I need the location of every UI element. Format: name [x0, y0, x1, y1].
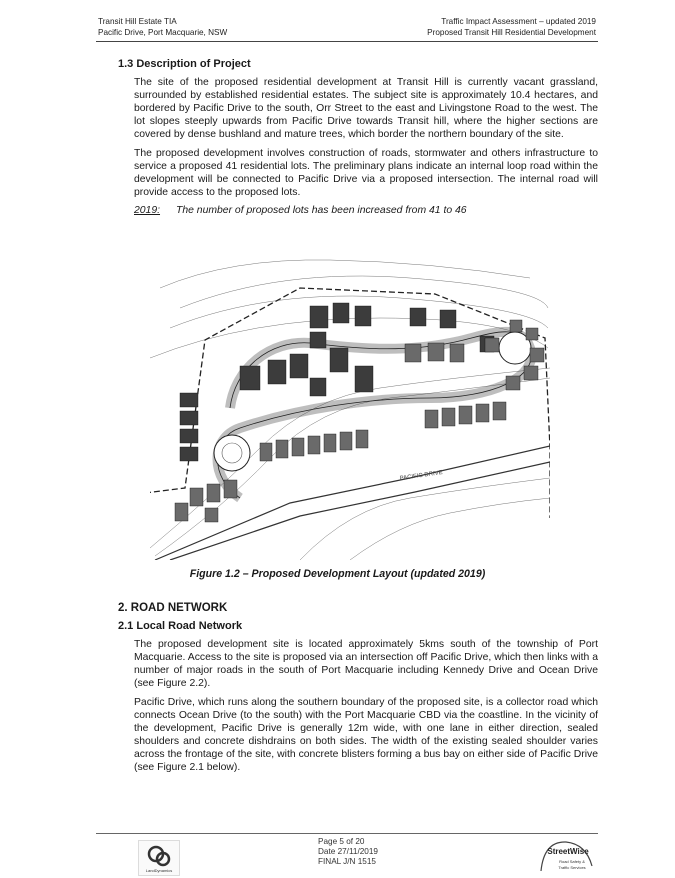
header-location: Pacific Drive, Port Macquarie, NSW [98, 28, 228, 37]
header-divider [96, 41, 598, 42]
figure-caption: Figure 1.2 – Proposed Development Layout (updated 2019) [189, 568, 486, 580]
header-report-title: Traffic Impact Assessment – updated 2019 [441, 17, 596, 26]
section-heading: 2. ROAD NETWORK [118, 602, 228, 614]
streetwise-logo [536, 836, 596, 876]
paragraph: The proposed development involves construction of roads, stormwater and others infrastructure to service a proposed 41 residential lots. The preliminary plans indicate an internal loop road within the development will be connected to Pacific Drive via a proposed intersection. The internal road will provide access to the proposed lots. [134, 148, 598, 198]
page-number: Page 5 of 20 [318, 837, 365, 846]
footer-info [318, 837, 378, 867]
header-report-subtitle: Proposed Transit Hill Residential Development [427, 28, 596, 37]
right-logo-sub1: Road Safety & [559, 859, 585, 864]
land-dynamics-logo [138, 840, 180, 876]
right-logo-sub2: Traffic Services [558, 865, 586, 870]
section-1-3 [118, 58, 598, 216]
right-logo-text: StreetWise [547, 847, 589, 856]
header-left [98, 16, 227, 38]
update-note [134, 205, 598, 216]
header-project-title: Transit Hill Estate TIA [98, 17, 177, 26]
header-right [427, 16, 596, 38]
document-date: Date 27/11/2019 [318, 847, 378, 856]
section-heading: 1.3 Description of Project [118, 58, 251, 70]
development-layout-plan [150, 248, 550, 560]
paragraph: Pacific Drive, which runs along the southern boundary of the proposed site, is a collector road which connects Ocean Drive (to the south) with the Port Macquarie CBD via the coastline. In the vicinity of the development, Pacific Drive is generally 12m wide, with one lane in either direction, sealed shoulders and concrete dishdrains on both sides. The width of the existing sealed shoulder varies across the frontage of the site, with concrete blisters forming a bus bay on either side of Pacific Drive (see Figure 2.1 below). [134, 697, 598, 773]
document-status: FINAL J/N 1515 [318, 857, 376, 866]
subsection-heading: 2.1 Local Road Network [118, 620, 243, 632]
road-label: PACIFIC DRIVE [399, 470, 444, 482]
update-note-year: 2019: [134, 205, 161, 216]
paragraph: The proposed development site is located approximately 5kms south of the township of Port Macquarie. Access to the site is proposed via an intersection off Pacific Drive, which then links with a number of major roads in the south of Port Macquarie including Kennedy Drive and Ocean Drive (see Figure 2.2). [134, 639, 598, 689]
footer-divider [96, 833, 598, 834]
paragraph: The site of the proposed residential development at Transit Hill is currently vacant grassland, surrounded by established residential estates. The subject site is approximately 10.4 hectares, and bordered by Pacific Drive to the south, Orr Street to the east and Livingstone Road to the west. The lot slopes steeply upwards from Pacific Drive towards Transit hill, where the higher sections are covered by dense bushland and mature trees, which border the northern boundary of the site. [134, 77, 598, 140]
left-logo-text: LandDynamics [145, 868, 173, 873]
update-note-text: The number of proposed lots has been increased from 41 to 46 [176, 205, 467, 216]
section-2 [118, 602, 598, 780]
